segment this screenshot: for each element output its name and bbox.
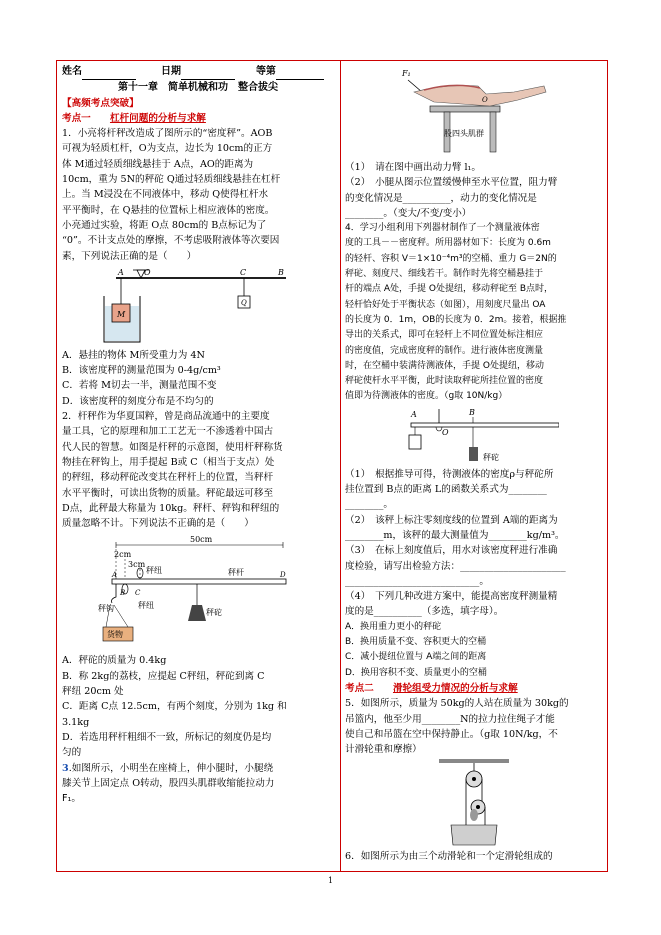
q4-line: 的轻杆、容积 V＝1×10⁻⁴m³的空桶、重力 G＝2N的 (345, 253, 557, 264)
q2-line: 的秤纽，移动秤砣改变其在秤杆上的位置，当秤杆 (62, 472, 274, 484)
left-column (62, 64, 334, 806)
name-blank[interactable] (82, 64, 136, 80)
q2-line: 物挂在秤钩上，用手提起 B或 C（相当于支点）处 (62, 456, 275, 468)
q4-label-tuo: 秤砣 (483, 452, 499, 462)
q4-density-scale-figure (389, 407, 559, 465)
q4-option-b[interactable]: B．换用质量不变、容积更大的空桶 (345, 637, 487, 648)
q4-line: 值即为待测液体的密度。（g取 10N/kg） (345, 391, 508, 402)
topic2-title: 滑轮组受力情况的分析与求解 (392, 682, 518, 694)
q5-line-blank[interactable]: 吊篮内，他至少用________N的拉力拉住绳子才能 (345, 713, 555, 725)
q2-label-b: B (120, 589, 126, 598)
q4-sub4: （4） 下列几种改进方案中，能提高密度秤测量精 (345, 591, 558, 603)
q1-stem (62, 126, 334, 264)
q4-sub4-blank[interactable]: 度的是__________（多选，填字母）。 (345, 606, 504, 618)
q1-label-b: B (278, 267, 284, 277)
q3-line (62, 761, 334, 776)
q4-sub3-blank-cont[interactable]: ____________________________。 (345, 575, 489, 587)
q2-label-huo: 货物 (107, 630, 123, 640)
q4-label-o: O (442, 427, 449, 437)
q4-sub2: （2） 该秤上标注零刻度线的位置到 A端的距离为 (345, 514, 558, 526)
q5-line: 计滑轮重和摩擦） (345, 744, 422, 756)
chapter-title: 第十一章 简单机械和功 整合拔尖 (118, 82, 278, 94)
q4-line: 轻杆恰好处于平衡状态（如图），用刻度尺量出 OA (345, 299, 546, 310)
q1-line: 平平衡时，在 Q悬挂的位置标上相应液体的密度。 (62, 204, 275, 216)
q1-line: 小亮通过实验，将距 O点 80cm的 B点标记为了 (62, 219, 267, 231)
q4-sub2-blanks[interactable]: ________m，该秤的最大测量值为________kg/m³。 (345, 529, 565, 541)
q4-line: 度的工具－－密度秤。所用器材如下：长度为 0.6m (345, 238, 551, 249)
q1-line: 体 M通过轻质细线悬挂于 A点，AO的距离为 (62, 158, 254, 170)
q2-label-niu2: 秤纽 (138, 601, 154, 611)
q3-leg-figure (394, 66, 554, 158)
name-label: 姓名 (62, 66, 82, 77)
q2-option-b-cont: 秤纽 20cm 处 (62, 686, 124, 698)
q4-line: 秤砣、刻度尺、细线若干。制作时先将空桶悬挂于 (345, 269, 544, 280)
q1-line: 可视为轻质杠杆，O为支点，边长为 10cm的正方 (62, 143, 273, 155)
q4-sub3: （3） 在标上刻度值后，用水对该密度秤进行准确 (345, 545, 558, 557)
q5-pulley-figure (429, 759, 519, 847)
q1-label-o: O (144, 267, 151, 277)
q2-label-d: D (280, 571, 286, 580)
q3-label-f1: F₁ (402, 69, 411, 78)
q1-line: 上。当 M浸没在不同液体中，移动 Q使得杠杆水 (62, 189, 269, 201)
q3-line: F₁。 (62, 793, 81, 805)
q5-line: 5．如图所示，质量为 50kg的人站在质量为 30kg的 (345, 698, 569, 710)
q4-line: 时，在空桶中装满待测液体，手提 O处提纽，移动 (345, 360, 544, 371)
q2-label-gan: 秤杆 (228, 568, 244, 578)
q2-option-a[interactable]: A．秤砣的质量为 0.4kg (62, 655, 167, 667)
q1-option-d[interactable]: D．该密度秤的刻度分布是不均匀的 (62, 395, 214, 407)
q2-option-c[interactable]: C．距离 C点 12.5cm，有两个刻度，分别为 1kg 和 (62, 701, 287, 713)
q6-stem (345, 849, 603, 864)
q4-subquestions (345, 467, 603, 681)
q2-label-a: A (112, 571, 118, 580)
q1-line: 1．小亮将杆秤改造成了图所示的“密度秤”。AOB (62, 128, 273, 140)
q2-option-c-cont: 3.1kg (62, 716, 90, 728)
q4-sub3-blank[interactable]: 度检验，请写出检验方法：______________________ (345, 560, 566, 572)
q2-steelyard-figure (98, 533, 298, 651)
q2-label-tuo: 秤砣 (206, 608, 222, 618)
grade-label: 等第 (255, 66, 276, 77)
q4-sub1: （1） 根据推导可得，待测液体的密度ρ与秤砣所 (345, 468, 554, 480)
q4-label-b: B (469, 407, 475, 417)
q3-sub1: （1） 请在图中画出动力臂 l₁。 (345, 162, 481, 173)
q1-label-c: C (240, 267, 247, 277)
date-blank[interactable] (181, 64, 235, 80)
q2-options (62, 653, 334, 760)
q2-label-3cm: 3cm (128, 560, 146, 570)
q3-stem (62, 761, 334, 807)
q2-option-d-cont: 匀的 (62, 747, 82, 759)
q1-line: 10cm，重为 5N的秤砣 Q通过轻质细线悬挂在杠杆 (62, 174, 281, 186)
q4-line: 的长度为 0．1m，OB的长度为 0．2m。接着，根据推 (345, 314, 567, 325)
q2-label-50cm: 50cm (190, 535, 213, 545)
q3-line: 膝关节上固定点 O转动，股四头肌群收缩能拉动力 (62, 777, 275, 789)
column-divider (340, 60, 341, 872)
q2-label-2cm: 2cm (114, 550, 132, 560)
q4-option-c[interactable]: C．减小提纽位置与 A端之间的距离 (345, 652, 487, 663)
topic2-label: 考点二 (345, 682, 374, 694)
q1-option-c[interactable]: C．若将 M切去一半，测量范围不变 (62, 380, 217, 392)
grade-blank[interactable] (276, 64, 324, 80)
q4-option-d[interactable]: D．换用容积不变、质量更小的空桶 (345, 667, 487, 678)
q3-sub2-cont[interactable]: ________。（变大/不变/变小） (345, 207, 472, 219)
right-column (345, 64, 603, 865)
q2-label-gou: 秤钩 (98, 604, 114, 614)
q4-line: 4．学习小组利用下列器材制作了一个测量液体密 (345, 223, 540, 234)
q2-stem (62, 409, 334, 531)
q2-label-c: C (135, 589, 141, 598)
q3-label-muscle: 股四头肌群 (444, 129, 484, 138)
q3-sub2-cont[interactable]: 的变化情况是__________，动力的变化情况是 (345, 192, 537, 204)
q1-label-q: Q (241, 298, 247, 307)
q4-line: 杆的端点 A处，手提 O处提纽，移动秤砣至 B点时， (345, 284, 553, 295)
topic1-heading (62, 111, 334, 126)
q4-label-a: A (411, 409, 417, 419)
q1-line: “0”。不计支点处的摩擦，不考虑吸附液体等次要因 (62, 235, 280, 247)
q2-line: 量工具，它的原理和加工工艺无一不渗透着中国古 (62, 426, 274, 438)
date-label: 日期 (160, 66, 181, 77)
q2-line: 代人民的智慧。如图是杆秤的示意图，使用杆秤称货 (62, 441, 283, 453)
header-line (62, 64, 334, 80)
q3-line-text: .如图所示，小明坐在座椅上，伸小腿时，小腿绕 (68, 762, 274, 774)
q2-line: D点，此秤最大称量为 10kg。秤杆、秤钩和秤纽的 (62, 502, 280, 514)
q2-option-b[interactable]: B．称 2kg的荔枝，应提起 C秤纽，秤砣到离 C (62, 670, 265, 682)
q4-sub1-blank[interactable]: 挂位置到 B点的距离 L的函数关系式为________ (345, 484, 547, 496)
q2-line: 水平平衡时，可读出货物的质量。秤砣最远可移至 (62, 487, 274, 499)
page-number: 1 (327, 876, 334, 885)
q1-line: 素，下列说法正确的是（ ） (62, 250, 197, 262)
topic1-title: 杠杆问题的分析与求解 (109, 112, 206, 124)
q3-sub2: （2） 小腿从图示位置缓慢伸至水平位置，阻力臂 (345, 177, 558, 189)
q4-line: 的密度值，完成密度秤的制作。进行液体密度测量 (345, 345, 544, 356)
q3-number: 3 (62, 762, 69, 774)
q5-stem (345, 696, 603, 757)
q1-option-a[interactable]: A．悬挂的物体 M所受重力为 4N (62, 349, 205, 361)
q1-label-a: A (118, 267, 124, 277)
q3-label-o: O (482, 96, 488, 104)
q1-option-b[interactable]: B．该密度秤的测量范围为 0-4g/cm³ (62, 365, 221, 377)
q1-lever-figure (98, 266, 298, 346)
q2-line: 2．杆秤作为华夏国粹，曾是商品流通中的主要度 (62, 411, 270, 423)
q4-line: 导出的关系式，即可在轻杆上不同位置处标注相应 (345, 330, 544, 341)
q4-sub1-blank-cont[interactable]: ________。 (345, 499, 393, 511)
q2-line: 质量忽略不计。下列说法不正确的是（ ） (62, 518, 254, 530)
q6-line: 6．如图所示为由三个动滑轮和一个定滑轮组成的 (345, 851, 553, 863)
q4-stem (345, 221, 603, 405)
q2-option-d[interactable]: D．若选用秤杆粗细不一致，所标记的刻度仍是均 (62, 731, 272, 743)
q5-line: 使自己和吊篮在空中保持静止。（g取 10N/kg，不 (345, 728, 558, 740)
q1-options (62, 348, 334, 409)
section-tag: 【高频考点突破】 (62, 97, 139, 109)
q3-subquestions (345, 160, 603, 221)
topic1-label: 考点一 (62, 112, 91, 124)
q4-option-a[interactable]: A．换用重力更小的秤砣 (345, 621, 442, 632)
q2-label-niu1: 秤纽 (146, 566, 162, 576)
q4-line: 秤砣使杆水平平衡，此时读取秤砣所挂位置的密度 (345, 376, 544, 387)
topic2-heading (345, 681, 603, 696)
q1-label-m: M (117, 309, 126, 319)
